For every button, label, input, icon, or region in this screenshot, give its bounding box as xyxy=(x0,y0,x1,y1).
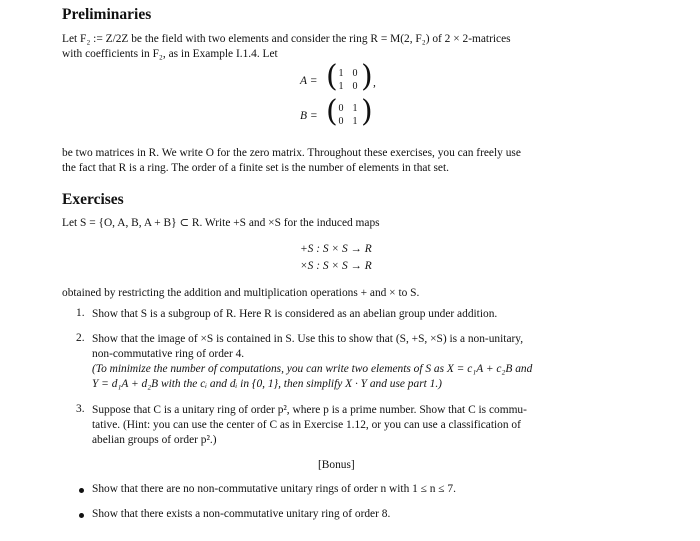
matrix-a-label: A = xyxy=(300,75,318,87)
exercise-2-hint-line: Y = d₁A + d₂B with the cᵢ and dᵢ in {0, 1}, then simplify X · Y and use part 1.) xyxy=(92,378,442,390)
exercise-3-line: tative. (Hint: you can use the center of C as in Exercise 1.12, or you can use a classification of xyxy=(92,419,521,431)
preliminaries-heading: Preliminaries xyxy=(62,6,152,23)
matrix-b-left-paren: ( xyxy=(326,94,338,129)
bullet-icon xyxy=(79,513,84,518)
matrix-b-right-paren: ) xyxy=(361,94,373,129)
matrix-a-cell: 1 xyxy=(338,68,344,79)
preliminaries-line-2: with coefficients in F₂, as in Example I.1.4. Let xyxy=(62,48,278,60)
exercise-1-line: Show that S is a subgroup of R. Here R is considered as an abelian group under addition. xyxy=(92,308,498,320)
exercise-2-hint-line: (To minimize the number of computations, you can write two elements of S as X = c₁A + c₂B and xyxy=(92,363,533,375)
matrix-a-suffix: , xyxy=(373,77,376,89)
exercise-2-line: Show that the image of ×S is contained in S. Use this to show that (S, +S, ×S) is a non-unitary, xyxy=(92,333,524,345)
matrix-b-cell: 1 xyxy=(352,103,358,114)
matrix-a-cell: 1 xyxy=(338,81,344,92)
matrix-a-right-paren: ) xyxy=(361,59,373,94)
exercise-3-line: Suppose that C is a unitary ring of order p², where p is a prime number. Show that C is commu- xyxy=(92,404,527,416)
exercises-obtained: obtained by restricting the addition and multiplication operations + and × to S. xyxy=(62,287,420,299)
matrix-b-cell: 0 xyxy=(338,116,344,127)
induced-map-times: ×S : S × S → R xyxy=(300,260,372,272)
exercises-intro: Let S = {O, A, B, A + B} ⊂ R. Write +S and ×S for the induced maps xyxy=(62,217,380,229)
exercise-number: 1. xyxy=(76,307,85,319)
matrix-b-cell: 1 xyxy=(352,116,358,127)
preliminaries-after-line-1: be two matrices in R. We write O for the zero matrix. Throughout these exercises, you can freely use xyxy=(62,147,521,159)
exercise-number: 2. xyxy=(76,332,85,344)
preliminaries-line-1: Let F₂ := Z/2Z be the field with two elements and consider the ring R = M(2, F₂) of 2 × 2-matrices xyxy=(62,33,511,45)
matrix-b xyxy=(300,94,380,135)
exercise-3-line: abelian groups of order p².) xyxy=(92,434,217,446)
matrix-b-cell: 0 xyxy=(338,103,344,114)
induced-map-plus: +S : S × S → R xyxy=(300,243,372,255)
bonus-label: [Bonus] xyxy=(318,459,355,471)
matrix-a-cell: 0 xyxy=(352,81,358,92)
bonus-item: Show that there exists a non-commutative unitary ring of order 8. xyxy=(92,508,391,520)
matrix-a-left-paren: ( xyxy=(326,59,338,94)
matrix-b-label: B = xyxy=(300,110,318,122)
exercises-heading: Exercises xyxy=(62,191,124,208)
bullet-icon xyxy=(79,488,84,493)
exercise-number: 3. xyxy=(76,403,85,415)
matrix-a-cell: 0 xyxy=(352,68,358,79)
preliminaries-after-line-2: the fact that R is a ring. The order of a finite set is the number of elements in that set. xyxy=(62,162,449,174)
bonus-item: Show that there are no non-commutative unitary rings of order n with 1 ≤ n ≤ 7. xyxy=(92,483,456,495)
exercise-2-line: non-commutative ring of order 4. xyxy=(92,348,245,360)
